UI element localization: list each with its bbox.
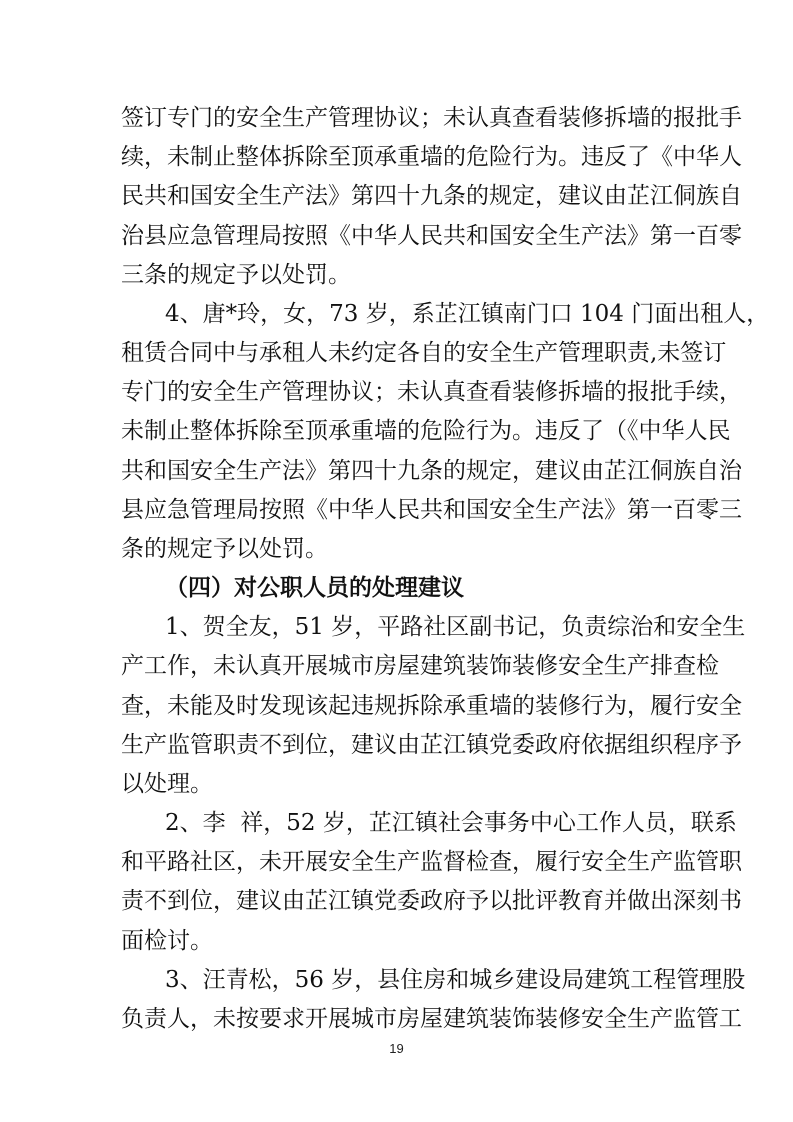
- text-line: 面检讨。: [121, 928, 213, 954]
- text-line: 治县应急管理局按照《中华人民共和国安全生产法》第一百零: [121, 223, 742, 249]
- text-line: 查，未能及时发现该起违规拆除承重墙的装修行为，履行安全: [121, 693, 742, 719]
- text-line: 负责人，未按要求开展城市房屋建筑装饰装修安全生产监管工: [121, 1006, 742, 1032]
- text-line: 租赁合同中与承租人未约定各自的安全生产管理职责,未签订: [121, 340, 727, 366]
- text-line: 续，未制止整体拆除至顶承重墙的危险行为。违反了《中华人: [121, 144, 742, 170]
- text-line: 县应急管理局按照《中华人民共和国安全生产法》第一百零三: [121, 497, 742, 523]
- text-line: 三条的规定予以处罚。: [121, 262, 351, 288]
- text-line: 产工作，未认真开展城市房屋建筑装饰装修安全生产排查检: [121, 653, 719, 679]
- text-line: 和平路社区，未开展安全生产监督检查，履行安全生产监管职: [121, 849, 742, 875]
- section-heading: （四）对公职人员的处理建议: [165, 575, 464, 601]
- text-line: 签订专门的安全生产管理协议；未认真查看装修拆墙的报批手: [121, 105, 742, 131]
- text-line: 共和国安全生产法》第四十九条的规定，建议由芷江侗族自治: [121, 458, 742, 484]
- text-line: 生产监管职责不到位，建议由芷江镇党委政府依据组织程序予: [121, 732, 742, 758]
- text-line: 4、唐*玲，女，73 岁，系芷江镇南门口 104 门面出租人，: [165, 301, 770, 327]
- text-line: 民共和国安全生产法》第四十九条的规定，建议由芷江侗族自: [121, 183, 742, 209]
- text-line: 专门的安全生产管理协议；未认真查看装修拆墙的报批手续，: [121, 379, 742, 405]
- text-line: 条的规定予以处罚。: [121, 536, 328, 562]
- text-line: 未制止整体拆除至顶承重墙的危险行为。违反了（《中华人民: [121, 418, 731, 444]
- text-line: 1、贺全友，51 岁，平路社区副书记，负责综治和安全生: [165, 614, 746, 640]
- text-line: 责不到位，建议由芷江镇党委政府予以批评教育并做出深刻书: [121, 888, 742, 914]
- text-line: 以处理。: [121, 771, 213, 797]
- page-number: 19: [389, 1041, 404, 1056]
- text-line: 2、李 祥，52 岁，芷江镇社会事务中心工作人员，联系: [165, 810, 737, 836]
- text-line: 3、汪青松，56 岁，县住房和城乡建设局建筑工程管理股: [165, 967, 746, 993]
